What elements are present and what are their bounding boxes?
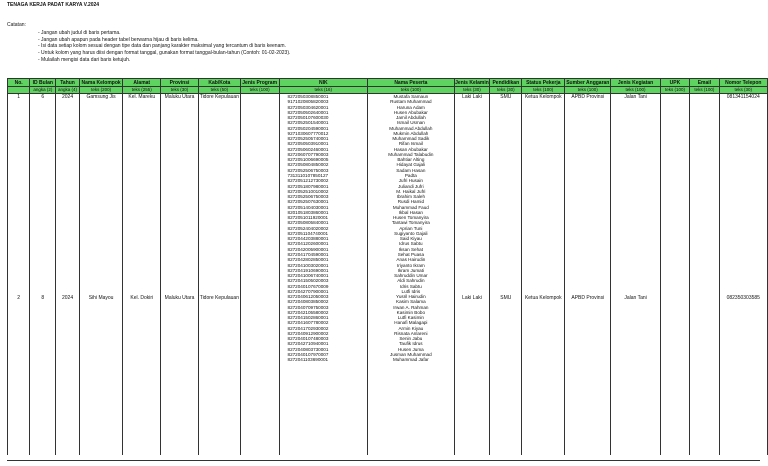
col-header-provinsi[interactable]: Provinsi	[161, 79, 199, 87]
row-cell-jenis-kelamin[interactable]	[454, 94, 490, 456]
nik-cell[interactable]: 8272050805840001	[287, 220, 329, 226]
nama-peserta-cell[interactable]: Jamil Abdullah	[396, 115, 426, 121]
nik-cell[interactable]: 8272041704590001	[287, 251, 329, 257]
nik-cell[interactable]: 8272051807980001	[287, 183, 329, 189]
nama-peserta-cell[interactable]: Ikbal Hasan	[398, 209, 423, 215]
row-cell-tahun[interactable]	[56, 94, 80, 456]
nik-cell[interactable]: 8272051404030001	[287, 204, 329, 210]
nik-cell[interactable]: 8272050107600030	[280, 115, 368, 120]
nik-cell[interactable]: 7313110107850127	[287, 172, 329, 178]
nama-peserta-cell[interactable]: Muhammad Jafar	[392, 357, 429, 363]
col-header-status-pekerja[interactable]: Status Pekerja	[522, 79, 565, 87]
nama-peserta-cell[interactable]: Padta	[404, 172, 417, 178]
col-header-no[interactable]: No.	[8, 79, 30, 87]
nik-cell[interactable]: 8272050503910001	[280, 141, 368, 146]
nik-cell[interactable]: 8272051011920001	[287, 215, 329, 221]
nama-peserta-cell[interactable]: Sahruddin Umar	[394, 273, 428, 279]
type-row	[8, 87, 768, 94]
nama-peserta-cell[interactable]: Mukmin Abdullah	[393, 130, 429, 136]
row-cell-no[interactable]	[8, 94, 30, 456]
col-type-jenis-kegiatan[interactable]: teks (100)	[611, 87, 660, 94]
row-cell-upk[interactable]	[660, 94, 689, 456]
table-row	[8, 94, 768, 456]
col-header-upk[interactable]: UPK	[660, 79, 689, 87]
header-row	[8, 79, 768, 87]
col-type-no[interactable]	[8, 87, 30, 94]
nik-cell[interactable]: 8272040107970007	[287, 352, 329, 358]
note-item: - Isi data setiap kolom sesuai dengan tipe data dan panjang karakter maksimal yang tercantum di baris keenam.	[38, 43, 286, 50]
nik-cell[interactable]: 8272040107670009	[287, 283, 329, 289]
row1-nomor-telepon: 081341154024	[726, 94, 760, 100]
col-type-provinsi[interactable]: teks (30)	[161, 87, 199, 94]
col-type-pendidikan[interactable]: teks (30)	[490, 87, 522, 94]
nik-cell[interactable]: 8272041006740001	[287, 273, 329, 279]
col-type-tahun[interactable]: angka (4)	[56, 87, 80, 94]
row2-jenis-kelamin: Laki Laki	[462, 295, 482, 301]
nik-cell[interactable]: 9171020805820003	[280, 99, 368, 104]
nik-cell[interactable]: 8272051212730002	[287, 178, 329, 184]
nama-peserta-cell[interactable]: Rusdi Hamid	[397, 199, 424, 205]
nama-peserta-cell[interactable]: Yusril Hairudin	[396, 294, 426, 300]
nik-cell[interactable]: 8272052507630001	[287, 199, 329, 205]
nama-peserta-cell[interactable]: Lutfi Kasimin	[397, 315, 424, 321]
col-header-pendidikan[interactable]: Pendidikan	[490, 79, 522, 87]
col-header-jenis-kegiatan[interactable]: Jenis Kegiatan	[611, 79, 660, 87]
nama-peserta-cell[interactable]: Aldi Sahrudin	[397, 278, 425, 284]
nama-peserta-cell[interactable]: Haruna Adam	[396, 104, 425, 110]
col-header-id-bulan[interactable]: ID Bulan	[30, 79, 56, 87]
nik-cell[interactable]: 8272042710940001	[287, 341, 329, 347]
notes-list	[38, 30, 290, 64]
nama-peserta-cell[interactable]: Senin Jabu	[399, 336, 423, 342]
nama-peserta-cell[interactable]: Hasan Abubakar	[393, 146, 428, 152]
row2-alamat: Kel. Dokiri	[130, 295, 154, 301]
nik-cell[interactable]: 8272041202600001	[287, 241, 329, 247]
row2-id-bulan: 8	[41, 295, 45, 301]
nik-cell[interactable]: 8272041103690001	[287, 357, 329, 363]
row-cell-kabkota[interactable]	[198, 94, 240, 456]
nama-peserta-cell[interactable]: Jusman Muhammad	[390, 352, 432, 358]
nama-peserta-cell[interactable]: Husen Juma	[397, 346, 424, 352]
row2-nama-kelompok: Sihi Mayou	[88, 295, 114, 301]
nik-cell[interactable]: 8272050204590001	[280, 126, 368, 131]
nik-cell[interactable]: 8272041910690001	[287, 267, 329, 273]
nik-cell[interactable]: 8272052506750003	[287, 167, 329, 173]
row1-nama-kelompok: Gamsung Jis	[86, 94, 116, 100]
row1-jenis-kegiatan: Jalan Tani	[624, 94, 647, 100]
row-cell-alamat[interactable]	[123, 94, 161, 456]
row1-kabkota: Tidore Kepulauan	[199, 94, 239, 100]
nama-peserta-cell[interactable]: Rustam Muhammad	[390, 99, 432, 105]
col-header-nik[interactable]: NIK	[279, 79, 368, 87]
col-header-nama-peserta[interactable]: Nama Peserta	[368, 79, 455, 87]
row2-sumber-anggaran: APBD Provinsi	[571, 295, 605, 301]
col-header-jenis-program[interactable]: Jenis Program	[242, 79, 278, 86]
note-item: - Jangan ubah judul di baris pertama.	[38, 30, 121, 36]
nama-peserta-cell[interactable]: Ismail Usman	[396, 120, 425, 126]
nik-cell[interactable]: 8272041003020001	[287, 262, 329, 268]
nama-peserta-cell[interactable]: Armin Kiyau	[398, 325, 424, 331]
col-type-nik[interactable]: teks (16)	[279, 87, 368, 94]
nik-cell[interactable]: 8272042707900001	[287, 288, 329, 294]
nik-cell[interactable]: 8272050804850002	[280, 162, 368, 167]
nik-cell[interactable]: 8272044203880001	[287, 236, 329, 242]
col-type-nomor-telepon[interactable]: teks (30)	[719, 87, 767, 94]
row-cell-sumber-anggaran[interactable]	[565, 94, 611, 456]
col-type-jenis-kelamin[interactable]: teks (30)	[454, 87, 490, 94]
nik-column[interactable]	[279, 94, 368, 456]
nama-peserta-cell[interactable]: Hanafi Malagapi	[394, 320, 428, 326]
nama-peserta-cell[interactable]: Mustafa Samaun	[393, 94, 429, 99]
row-cell-nama-kelompok[interactable]	[79, 94, 123, 456]
nik-cell[interactable]: 8272050602460001	[280, 147, 368, 152]
nama-peserta-cell[interactable]: Juliandi Jufri	[398, 183, 424, 189]
nama-peserta-cell[interactable]: Ibrahim Saleh	[396, 194, 426, 200]
col-header-nama-kelompok[interactable]: Nama Kelompok	[79, 79, 123, 87]
nama-peserta-cell[interactable]: Tantawi Tomanyira	[391, 220, 430, 226]
nama-peserta-cell[interactable]: Muhammad Sadik	[392, 136, 430, 142]
nama-peserta-cell[interactable]: Said Kiyau	[399, 236, 422, 242]
nik-cell[interactable]: 8272060707790003	[280, 152, 368, 157]
table-bottom-border	[7, 460, 760, 461]
row-cell-jenis-program[interactable]	[240, 94, 279, 456]
nama-peserta-cell[interactable]: Aprian Tuni	[399, 225, 423, 231]
nama-peserta-cell[interactable]: Taufik Idrus	[399, 341, 423, 347]
nama-peserta-cell[interactable]: Husen Abubakar	[393, 109, 428, 115]
nik-cell[interactable]: 8272040803730001	[287, 346, 329, 352]
note-item: - Untuk kolom yang harus diisi dengan format tanggal, gunakan format tanggal-bulan-tahun (Contoh: 01-02-2023).	[38, 50, 291, 57]
nik-cell[interactable]: 8272040912900002	[287, 330, 329, 336]
row2-provinsi: Maluku Utara	[164, 295, 195, 301]
nik-cell[interactable]: 8272050304620001	[280, 105, 368, 110]
col-type-kabkota[interactable]: teks (50)	[198, 87, 240, 94]
nik-cell[interactable]: 8272041502860001	[287, 315, 329, 321]
nama-peserta-cell[interactable]: Hidayat Gajali	[396, 162, 426, 168]
col-type-sumber-anggaran[interactable]: teks (100)	[565, 87, 611, 94]
row-cell-pendidikan[interactable]	[490, 94, 522, 456]
nik-cell[interactable]: 8272040709750003	[287, 304, 329, 310]
row1-tahun: 2024	[62, 94, 74, 100]
col-type-upk[interactable]: teks (100)	[660, 87, 689, 94]
nik-cell[interactable]: 8272052505740001	[280, 136, 368, 141]
col-header-jenis-kelamin[interactable]: Jenis Kelamin	[455, 79, 489, 86]
nik-cell[interactable]: 8272042802850001	[287, 257, 329, 263]
row2-status-pekerja: Ketua Kelompok	[524, 295, 562, 301]
nik-cell[interactable]: 8272041505020003	[287, 278, 329, 284]
nama-peserta-cell[interactable]: Idris Sabtu	[399, 283, 422, 289]
nik-cell[interactable]: 8272051006690005	[280, 157, 368, 162]
col-header-email[interactable]: Email	[690, 79, 719, 87]
nama-peserta-cell[interactable]: Sugiyanto Gajali	[394, 230, 428, 236]
nama-peserta-cell[interactable]: Muhammad Talabudin	[388, 151, 434, 157]
row2-pendidikan: SMU	[500, 295, 512, 301]
nik-cell[interactable]: 8272041607780002	[287, 320, 329, 326]
nik-cell[interactable]: 9271030607770012	[280, 131, 368, 136]
note-item: - Mulailah mengisi data dari baris ketujuh.	[38, 56, 131, 63]
nik-cell[interactable]: 8201051803860001	[287, 209, 329, 215]
nik-cell[interactable]: 8272051104740001	[287, 230, 329, 236]
col-header-sumber-anggaran[interactable]: Sumber Anggaran	[566, 79, 610, 86]
row2-kabkota: Tidore Kepulauan	[199, 295, 239, 301]
nama-peserta-cell[interactable]: Sehat Puasa	[397, 251, 424, 257]
row2-no: 2	[17, 295, 21, 301]
nama-peserta-cell[interactable]: Iksan Sehat	[398, 246, 423, 252]
nik-cell[interactable]: 8272050502640001	[280, 110, 368, 115]
row1-pendidikan: SMU	[500, 94, 512, 100]
col-type-nama-peserta[interactable]: teks (100)	[368, 87, 455, 94]
nama-peserta-column[interactable]	[368, 94, 455, 456]
col-header-nomor-telepon[interactable]: Nomor Telepon	[719, 79, 767, 87]
col-type-email[interactable]: teks (100)	[690, 87, 719, 94]
nama-peserta-cell[interactable]: Kasimin Bobo	[396, 309, 426, 315]
nama-peserta-cell[interactable]: Bahtiar Alting	[397, 157, 425, 163]
nama-peserta-cell[interactable]: Kasim Salama	[396, 299, 426, 305]
nik-cell[interactable]: 8272040803850002	[287, 299, 329, 305]
nama-peserta-cell[interactable]: Muhammad Faud	[392, 204, 429, 210]
col-type-alamat[interactable]: teks (255)	[123, 87, 161, 94]
col-type-status-pekerja[interactable]: teks (100)	[522, 87, 565, 94]
row1-status-pekerja: Ketua Kelompok	[524, 94, 562, 100]
col-type-jenis-program[interactable]: teks (100)	[240, 87, 279, 94]
nama-peserta-cell[interactable]: Muhammad Abdullah	[389, 125, 433, 131]
nama-peserta-cell[interactable]: Idrus Sabtu	[399, 241, 423, 247]
note-item: - Jangan ubah apapun pada header tabel berwarna hijau di baris kelima.	[38, 36, 199, 43]
row1-alamat: Kel. Mareku	[128, 94, 156, 100]
nama-peserta-cell[interactable]: Jufri Husain	[398, 178, 423, 184]
row2-tahun: 2024	[62, 295, 74, 301]
nama-peserta-cell[interactable]: Rifan Ismail	[398, 141, 423, 147]
row-cell-status-pekerja[interactable]	[522, 94, 565, 456]
row1-jenis-kelamin: Laki Laki	[462, 94, 482, 100]
nama-peserta-cell[interactable]: Ikram Jumati	[397, 267, 424, 273]
row-cell-jenis-kegiatan[interactable]	[611, 94, 660, 456]
sheet-title: TENAGA KERJA PADAT KARYA V.2024	[7, 2, 100, 8]
nik-cell[interactable]: 8272052501540001	[280, 120, 368, 125]
nik-cell[interactable]: 8272040107480003	[287, 336, 329, 342]
nik-cell[interactable]: 8272042105580002	[287, 309, 329, 315]
row1-sumber-anggaran: APBD Provinsi	[571, 94, 605, 100]
nama-peserta-cell[interactable]: Lutfi Idris	[401, 288, 421, 294]
nik-cell[interactable]: 8272042005900001	[287, 246, 329, 252]
nik-cell[interactable]: 8272052506750003	[287, 194, 329, 200]
row1-provinsi: Maluku Utara	[164, 94, 195, 100]
nik-cell[interactable]: 8272041702930002	[287, 325, 329, 331]
nama-peserta-cell[interactable]: M. Haikal Jufri	[396, 188, 426, 194]
nik-cell[interactable]: 8272052510010002	[287, 188, 329, 194]
row2-jenis-kegiatan: Jalan Tani	[624, 295, 647, 301]
nik-cell[interactable]: 8272052404020002	[287, 225, 329, 231]
nama-peserta-cell[interactable]: Anas Hairudin	[396, 257, 426, 263]
row-cell-email[interactable]	[690, 94, 719, 456]
col-type-nama-kelompok[interactable]: teks (200)	[79, 87, 123, 94]
col-type-id-bulan[interactable]: angka (2)	[30, 87, 56, 94]
row2-nomor-telepon: 082350303585	[726, 295, 760, 301]
nama-peserta-cell[interactable]: Iriyanto Ikram	[396, 262, 425, 268]
nama-peserta-cell[interactable]: Risnata Anlareni	[394, 330, 428, 336]
nik-cell[interactable]: 8272040612050003	[287, 294, 329, 300]
row-cell-provinsi[interactable]	[161, 94, 199, 456]
nama-peserta-cell[interactable]: Irwan A. Rahman	[393, 304, 429, 310]
nama-peserta-cell[interactable]: Sadam Hasan	[396, 167, 426, 173]
row1-no: 1	[17, 94, 21, 100]
col-header-alamat[interactable]: Alamat	[123, 79, 161, 87]
row-cell-nomor-telepon[interactable]	[719, 94, 767, 456]
col-header-kabkota[interactable]: Kab/Kota	[198, 79, 240, 87]
col-header-tahun[interactable]: Tahun	[56, 79, 80, 87]
notes-label: Catatan:	[7, 22, 26, 28]
nama-peserta-cell[interactable]: Husen Tomanyira	[393, 215, 429, 221]
row-cell-id-bulan[interactable]	[30, 94, 56, 456]
data-table	[7, 78, 768, 455]
row1-id-bulan: 6	[41, 94, 45, 100]
nik-cell[interactable]: 8272050308850001	[280, 94, 368, 99]
